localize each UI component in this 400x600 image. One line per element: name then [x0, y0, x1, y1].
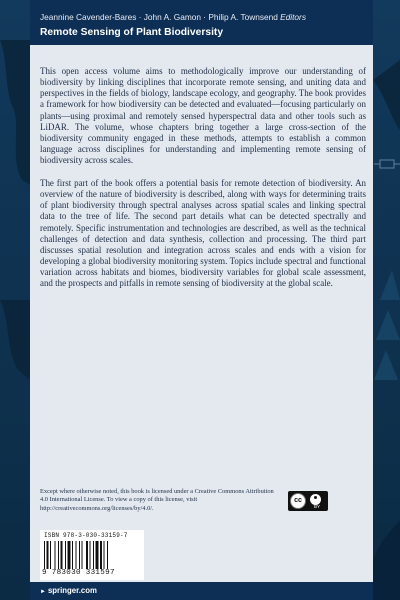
header-band	[30, 0, 373, 45]
barcode-stripe	[44, 541, 45, 569]
by-label: BY	[313, 504, 320, 509]
arrow-right-icon: ►	[40, 589, 46, 595]
publisher-link[interactable]	[40, 586, 97, 595]
barcode-stripe	[50, 541, 51, 569]
barcode-stripe	[76, 541, 77, 569]
license-text: Except where otherwise noted, this book is licensed under a Creative Commons Attribution 4.0 International License. To view a copy of this license, visit http://creativecommons.org/licenses/by/4.0/.	[40, 488, 274, 512]
barcode-stripe	[93, 541, 94, 569]
barcode-stripe	[55, 541, 56, 569]
book-title: Remote Sensing of Plant Biodiversity	[40, 27, 224, 38]
barcode-stripe	[79, 541, 80, 569]
barcode-stripe	[82, 541, 83, 569]
editors-names: Jeannine Cavender-Bares · John A. Gamon · Philip A. Townsend	[40, 12, 278, 22]
editors-role: Editors	[280, 12, 306, 22]
cc-license-badge	[288, 491, 328, 511]
barcode-stripe	[86, 541, 88, 569]
barcode-stripe	[107, 541, 108, 569]
barcode-stripe	[100, 541, 102, 569]
description-paragraph-1: This open access volume aims to methodologically improve our understanding of biodiversity by linking disciplines that incorporate remote sensing, and uniting data and perspectives in the fields of biology, landscape ecology, and geography. The book provides a framework for how biodiversity can be detected and evaluated—focusing particularly on plants—using proximal and remotely sensed hyperspectral data and other tools such as LiDAR. The volume, whose chapters bring together a large cross-section of the biodiversity community engaged in these methods, attempts to establish a common language across disciplines for understanding and implementing remote sensing of biodiversity across scales.	[40, 66, 366, 166]
creative-commons-icon: cc	[290, 493, 306, 509]
text-panel	[30, 0, 373, 600]
editors-line	[40, 12, 306, 22]
footer-band	[30, 582, 373, 600]
publisher-url: springer.com	[47, 586, 97, 595]
barcode-stripe	[61, 541, 63, 569]
barcode-stripe	[72, 541, 73, 569]
barcode-stripe	[65, 541, 66, 569]
isbn-barcode	[40, 530, 144, 580]
barcode-stripe	[96, 541, 99, 569]
description-paragraph-2: The first part of the book offers a potential basis for remote detection of biodiversity. An overview of the nature of biodiversity is described, along with ways for determining traits of plant biodiversity through spectral analyses across spatial scales and linking spectral data to the tree of life. The second part details what can be detected spectrally and remotely. Specific instrumentation and technologies are described, as well as the technical challenges of detection and data synthesis, collection and processing. The third part discusses spatial resolution and integration across scales and ends with a vision for developing a global biodiversity monitoring system. Topics include spectral and functional variation across habitats and biomes, biodiversity variables for global scale assessment, and the prospects and pitfalls in remote sensing of biodiversity at the global scale.	[40, 178, 366, 289]
barcode-stripe	[68, 541, 71, 569]
barcode-number: 9 783030 331597	[42, 569, 115, 577]
barcode-stripe	[47, 541, 49, 569]
isbn-text: ISBN 978-3-030-33159-7	[44, 532, 128, 539]
barcode-stripe	[58, 541, 59, 569]
barcode-stripe	[104, 541, 105, 569]
barcode-stripe	[90, 541, 91, 569]
barcode-icon	[44, 541, 140, 569]
